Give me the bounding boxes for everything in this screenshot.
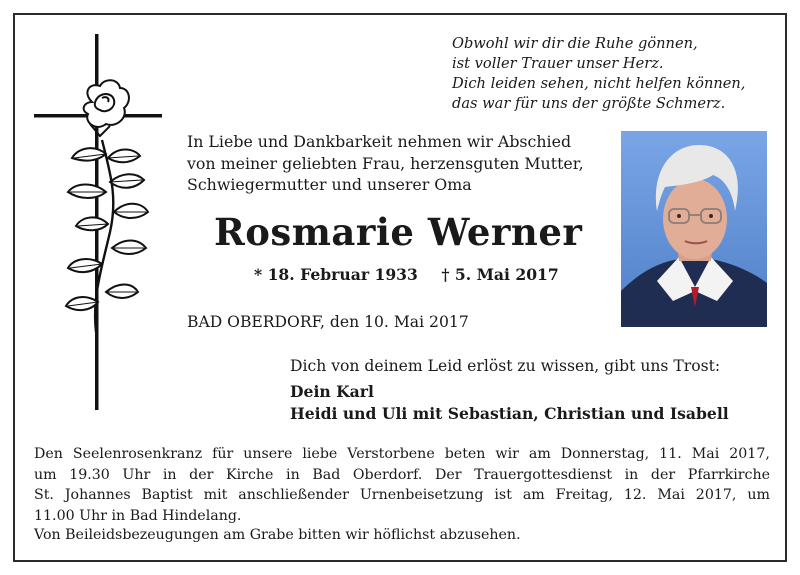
service-word: beten [444,446,486,462]
poem-line: ist voller Trauer unser Herz. [452,55,664,72]
farewell-intro [187,131,617,196]
service-word: um [747,487,770,503]
service-word: 2017, [729,446,770,462]
service-word: Freitag, [555,487,613,503]
life-dates [254,264,559,286]
service-word: Bad [312,466,341,483]
service-word: für [212,446,234,462]
service-info [34,444,770,526]
service-word: Uhr [122,466,151,483]
service-word: wir [495,446,519,462]
service-word: am [522,487,545,503]
portrait-photo [621,131,767,327]
service-word: 19.30 [69,466,110,483]
service-word: der [189,466,214,483]
intro-line: Schwiegermutter und unserer Oma [187,175,472,194]
poem-line: das war für uns der größte Schmerz. [452,95,726,112]
intro-line: von meiner geliebten Frau, herzensguten Mutter, [187,153,584,173]
service-word: 11. [659,446,682,462]
service-word: Trauergottesdienst [474,466,613,483]
family-line: Heidi und Uli mit Sebastian, Christian und Isabell [290,404,729,423]
service-word: Kirche [226,466,274,483]
death-date: † 5. Mai 2017 [441,265,559,284]
service-word: Oberdorf. [352,466,423,483]
service-word: der [650,466,676,483]
service-word: am [528,446,551,462]
poem [452,34,782,114]
service-word: in [162,466,177,483]
service-word: um [34,466,57,483]
birth-date: * 18. Februar 1933 [254,265,418,284]
service-line-3 [34,485,770,506]
service-word: Den [34,446,63,462]
service-word: Mai [691,446,720,462]
condolence-note: Von Beileidsbezeugungen am Grabe bitten wir höflichst abzusehen. [34,527,521,543]
service-word: in [624,466,639,483]
service-line-2 [34,465,770,486]
service-word: anschließender [238,487,349,503]
family-signatures [290,381,729,425]
service-word: 2017, [695,487,737,503]
service-word: Der [435,466,462,483]
service-word: Donnerstag, [560,446,650,462]
consolation-text: Dich von deinem Leid erlöst zu wissen, gibt uns Trost: [290,357,721,375]
cross-with-rose-icon [30,32,170,412]
service-word: in [286,466,300,483]
poem-line: Dich leiden sehen, nicht helfen können, [452,75,746,92]
service-word: Baptist [141,487,193,503]
service-word: Pfarrkirche [687,466,770,483]
service-word: ist [494,487,512,503]
service-word: Verstorbene [347,446,435,462]
service-line-4: 11.00 Uhr in Bad Hindelang. [34,507,242,524]
service-word: unsere [243,446,293,462]
service-word: St. [34,487,54,503]
service-word: Seelenrosenkranz [72,446,203,462]
service-word: liebe [302,446,338,462]
intro-line: In Liebe und Dankbarkeit nehmen wir Abschied [187,132,572,151]
service-word: mit [203,487,228,503]
service-line-1 [34,444,770,465]
deceased-name: Rosmarie Werner [214,210,583,254]
service-word: 12. [623,487,647,503]
service-word: Mai [657,487,685,503]
service-word: Johannes [64,487,131,503]
family-line: Dein Karl [290,382,374,401]
place-and-date: BAD OBERDORF, den 10. Mai 2017 [187,313,469,331]
poem-line: Obwohl wir dir die Ruhe gönnen, [452,35,698,52]
service-word: Urnenbeisetzung [359,487,484,503]
